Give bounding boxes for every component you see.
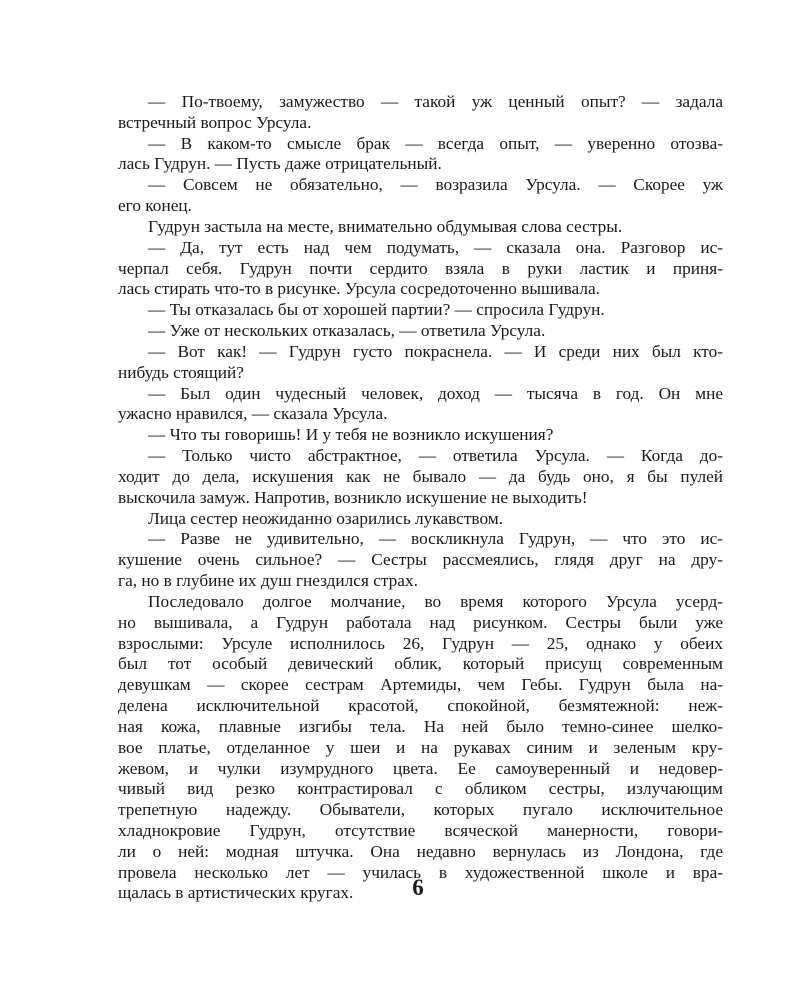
text-line: чивый вид резко контрастировал с обликом сестры, излучающим xyxy=(118,779,723,799)
text-line: но вышивала, а Гудрун работала над рисунком. Сестры были уже xyxy=(118,612,723,632)
paragraph xyxy=(118,425,723,446)
text-line: трепетную надежду. Обыватели, которых пугало исключительное xyxy=(118,800,723,820)
text-line: выскочила замуж. Напротив, возникло искушение не выходить! xyxy=(118,487,588,507)
text-line: хладнокровие Гудрун, отсутствие всяческой манерности, говори- xyxy=(118,820,723,840)
page-number: 6 xyxy=(412,875,424,900)
text-line: — Уже от нескольких отказалась, — ответила Урсула. xyxy=(148,321,546,341)
paragraph xyxy=(118,238,723,300)
paragraph xyxy=(118,529,723,591)
paragraph xyxy=(118,175,723,217)
paragraph xyxy=(118,446,723,508)
text-line: делена исключительной красотой, спокойной, безмятежной: неж- xyxy=(118,696,723,716)
text-line: — Был один чудесный человек, доход — тысяча в год. Он мне xyxy=(148,383,723,403)
text-line: взрослыми: Урсуле исполнилось 26, Гудрун — 25, однако у обеих xyxy=(118,633,723,653)
text-line: кушение очень сильное? — Сестры рассмеялись, глядя друг на дру- xyxy=(118,550,723,570)
text-line: Последовало долгое молчание, во время которого Урсула усерд- xyxy=(148,591,723,611)
text-line: — Что ты говоришь! И у тебя не возникло искушения? xyxy=(148,425,554,445)
text-line: — Вот как! — Гудрун густо покраснела. — И среди них был кто- xyxy=(148,341,723,361)
text-line: ужасно нравился, — сказала Урсула. xyxy=(118,404,388,424)
text-line: ходит до дела, искушения как не бывало — да будь оно, я бы пулей xyxy=(118,466,723,486)
text-line: — Совсем не обязательно, — возразила Урсула. — Скорее уж xyxy=(148,175,723,195)
text-line: Гудрун застыла на месте, внимательно обдумывая слова сестры. xyxy=(148,216,623,236)
paragraph xyxy=(118,134,723,176)
text-line: — Разве не удивительно, — воскликнула Гудрун, — что это ис- xyxy=(148,529,723,549)
text-line: щалась в артистических кругах. xyxy=(118,883,354,903)
body-text xyxy=(118,92,723,904)
paragraph xyxy=(118,384,723,426)
text-line: встречный вопрос Урсула. xyxy=(118,112,312,132)
text-line: черпал себя. Гудрун почти сердито взяла в руки ластик и приня- xyxy=(118,258,723,278)
text-line: ная кожа, плавные изгибы тела. На ней было темно-синее шелко- xyxy=(118,716,723,736)
paragraph xyxy=(118,509,723,530)
text-line: лась стирать что-то в рисунке. Урсула сосредоточенно вышивала. xyxy=(118,279,600,299)
text-line: девушкам — скорее сестрам Артемиды, чем Гебы. Гудрун была на- xyxy=(118,675,723,695)
text-line: — В каком-то смысле брак — всегда опыт, — уверенно отозва- xyxy=(148,133,723,153)
text-line: нибудь стоящий? xyxy=(118,362,244,382)
text-line: вое платье, отделанное у шеи и на рукавах синим и зеленым кру- xyxy=(118,737,723,757)
text-line: — Только чисто абстрактное, — ответила Урсула. — Когда до- xyxy=(148,446,723,466)
paragraph xyxy=(118,321,723,342)
paragraph xyxy=(118,217,723,238)
text-line: провела несколько лет — училась в художественной школе и вра- xyxy=(118,862,723,882)
paragraph xyxy=(118,92,723,134)
paragraph xyxy=(118,300,723,321)
paragraph xyxy=(118,342,723,384)
text-line: — По-твоему, замужество — такой уж ценный опыт? — задала xyxy=(148,92,723,111)
text-line: жевом, и чулки изумрудного цвета. Ее самоуверенный и недовер- xyxy=(118,758,723,778)
paragraph xyxy=(118,592,723,904)
text-line: лась Гудрун. — Пусть даже отрицательный. xyxy=(118,154,442,174)
text-line: его конец. xyxy=(118,196,192,216)
text-line: га, но в глубине их душ гнездился страх. xyxy=(118,571,418,591)
text-line: ли о ней: модная штучка. Она недавно вернулась из Лондона, где xyxy=(118,841,723,861)
text-line: был тот особый девический облик, который присущ современным xyxy=(118,654,723,674)
text-line: — Ты отказалась бы от хорошей партии? — спросила Гудрун. xyxy=(148,300,605,320)
text-line: Лица сестер неожиданно озарились лукавством. xyxy=(148,508,504,528)
text-line: — Да, тут есть над чем подумать, — сказала она. Разговор ис- xyxy=(148,237,723,257)
